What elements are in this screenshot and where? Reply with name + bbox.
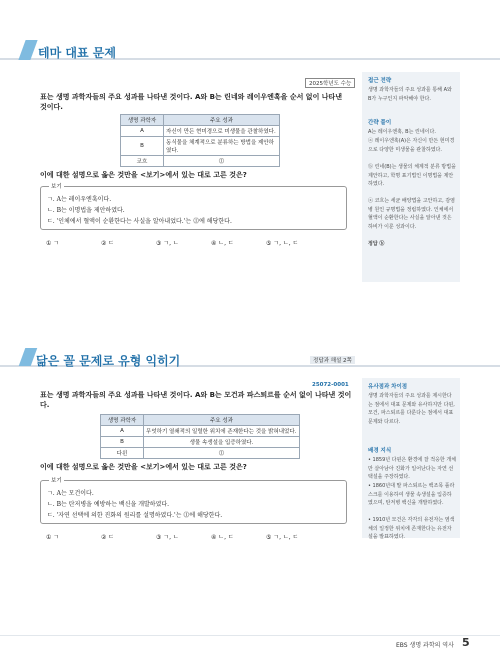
top-side-heading-strategy: 접근 전략 — [368, 78, 392, 84]
top-title-prefix: 테마 — [38, 46, 62, 60]
table-cell: 무엇하기 열쇄적의 일렬한 위치에 존재한다는 것을 밝혀내었다. — [144, 426, 300, 437]
bottom-prompt-text: 이에 대한 설명으로 옳은 것만을 <보기>에서 있는 대로 고른 것은? — [40, 463, 247, 471]
answer-choice[interactable]: ① ㄱ — [46, 240, 60, 247]
top-scientist-table — [120, 114, 280, 167]
table-header-row — [121, 115, 280, 126]
top-title-rest: 대표 문제 — [65, 46, 116, 60]
question-code: 25072-0001 — [312, 382, 349, 388]
bottom-bogi-box — [40, 480, 347, 524]
bogi-item: ㄴ. B는 탄저병을 예방하는 백신을 개발하였다. — [47, 501, 170, 508]
bogi-item: ㄷ. '인체에서 혈액이 순환한다는 사실을 알아내었다.'는 ⓵에 해당한다. — [47, 218, 232, 225]
top-side-solution-line: ⓑ 린네(B)는 생물의 체계적 분류 방법을 제안하고, 학명 표기법인 이명법을 제안하였다. — [368, 164, 456, 187]
table-row — [121, 137, 280, 156]
answer-choice[interactable]: ③ ㄱ, ㄴ — [156, 534, 179, 541]
bottom-scientist-table — [100, 414, 300, 459]
bottom-title-prefix: 닮은 꼴 — [36, 354, 75, 368]
answer-choice[interactable]: ① ㄱ — [46, 534, 60, 541]
bogi-item: ㄱ. A는 모건이다. — [47, 490, 94, 497]
table-cell: ⓵ — [144, 448, 300, 459]
bottom-side-heading-background: 배경 지식 — [368, 448, 392, 454]
answer-choice[interactable]: ⑤ ㄱ, ㄴ, ㄷ — [266, 534, 299, 541]
bottom-answer-choices — [46, 532, 321, 541]
table-header-row — [101, 415, 300, 426]
bottom-title-rest: 문제로 유형 익히기 — [79, 354, 181, 368]
table-header-cell: 주요 성과 — [164, 115, 280, 126]
table-cell: A — [101, 426, 144, 437]
top-side-answer: 정답 ⓑ — [368, 241, 385, 247]
top-side-solution-line: ⓧ 코흐는 세균 배양법을 고안하고, 감염병 원인 규명법을 정립하였다. 인체에서 혈액이 순환한다는 사실을 알아낸 것은 하비가 이룬 성과이다. — [368, 198, 455, 230]
table-header-cell: 생명 과학자 — [121, 115, 164, 126]
source-label: 2025학년도 수능 — [305, 78, 355, 88]
answer-choice[interactable]: ② ㄷ — [101, 534, 115, 541]
bottom-side-background-item: • 1859년 다윈은 환경에 잘 적응한 개체만 살아남아 진화가 일어난다는 자연 선택설을 주장하였다. — [368, 457, 457, 480]
table-cell: 생물 속생설을 입증하였다. — [144, 437, 300, 448]
answer-choice[interactable]: ④ ㄴ, ㄷ — [211, 240, 234, 247]
bottom-side-heading-compare: 유사점과 차이점 — [368, 384, 408, 390]
table-row — [121, 126, 280, 137]
table-cell: B — [121, 137, 164, 156]
bottom-side-compare-text: 생명 과학자들의 주요 성과를 제시한다는 점에서 대표 문제와 유사하지만 다윈, 모건, 파스퇴르를 다룬다는 점에서 대표 문제와 다르다. — [368, 393, 455, 425]
bottom-header-tab-shape — [19, 348, 38, 366]
answer-choice[interactable]: ④ ㄴ, ㄷ — [211, 534, 234, 541]
answer-choice[interactable]: ② ㄷ — [101, 240, 115, 247]
answer-reference: 정답과 해설 2쪽 — [310, 356, 355, 364]
bogi-item: ㄴ. B는 이명법을 제안하였다. — [47, 207, 125, 214]
table-row — [101, 448, 300, 459]
table-cell: ⓵ — [164, 156, 280, 167]
top-prompt-text: 이에 대한 설명으로 옳은 것만을 <보기>에서 있는 대로 고른 것은? — [40, 171, 247, 179]
answer-choice[interactable]: ⑤ ㄱ, ㄴ, ㄷ — [266, 240, 299, 247]
footer-line — [0, 635, 500, 636]
bogi-label: 보기 — [51, 478, 62, 484]
table-row — [101, 437, 300, 448]
table-header-cell: 생명 과학자 — [101, 415, 144, 426]
bogi-label: 보기 — [51, 184, 62, 190]
table-cell: A — [121, 126, 164, 137]
top-section-title — [38, 44, 116, 61]
top-side-strategy-text: 생명 과학자들의 주요 성과를 통해 A와 B가 누구인지 파악해야 한다. — [368, 87, 452, 102]
footer-text: EBS 생명 과학의 역사 — [396, 642, 454, 649]
bogi-item: ㄷ. '자연 선택에 의한 진화의 원리를 설명하였다.'는 ⓵에 해당한다. — [47, 512, 223, 519]
table-cell: 코흐 — [121, 156, 164, 167]
table-row — [101, 426, 300, 437]
bottom-side-background-item: • 1860년대 말 파스퇴르는 백조목 플라스크를 이용하여 생물 속생설을 입증하였으며, 탄저병 백신을 개발하였다. — [368, 483, 455, 506]
page-number: 5 — [462, 636, 470, 649]
bogi-item: ㄱ. A는 레이우엔훅이다. — [47, 196, 112, 203]
top-side-heading-solution: 간략 풀이 — [368, 120, 392, 126]
top-answer-choices — [46, 238, 321, 247]
table-cell: B — [101, 437, 144, 448]
table-cell: 다윈 — [101, 448, 144, 459]
bottom-side-background-item: • 1910년 모건은 각각의 유전자는 염색체의 일정한 위치에 존재한다는 유전자설을 발표하였다. — [368, 517, 455, 540]
top-question-text: 표는 생명 과학자들의 주요 성과를 나타낸 것이다. A와 B는 린네와 레이우엔훅을 순서 없이 나타낸 것이다. — [40, 93, 343, 111]
top-header-tab-shape — [18, 40, 37, 60]
table-row — [121, 156, 280, 167]
top-side-solution-line: ⓐ 레이우엔훅(A)은 자신이 만든 현미경으로 다양한 미생물을 관찰하였다. — [368, 138, 455, 153]
table-header-cell: 주요 성과 — [144, 415, 300, 426]
answer-choice[interactable]: ③ ㄱ, ㄴ — [156, 240, 179, 247]
table-cell: 동식물을 체계적으로 분류하는 방법을 제안하였다. — [164, 137, 280, 156]
table-cell: 자신이 만든 현미경으로 미생물을 관찰하였다. — [164, 126, 280, 137]
top-bogi-box — [40, 186, 347, 230]
bottom-section-title — [36, 352, 180, 369]
top-side-solution-line: A는 레이우엔훅, B는 린네이다. — [368, 129, 436, 135]
bottom-question-text: 표는 생명 과학자들의 주요 성과를 나타낸 것이다. A와 B는 모건과 파스퇴르를 순서 없이 나타낸 것이다. — [40, 391, 352, 409]
